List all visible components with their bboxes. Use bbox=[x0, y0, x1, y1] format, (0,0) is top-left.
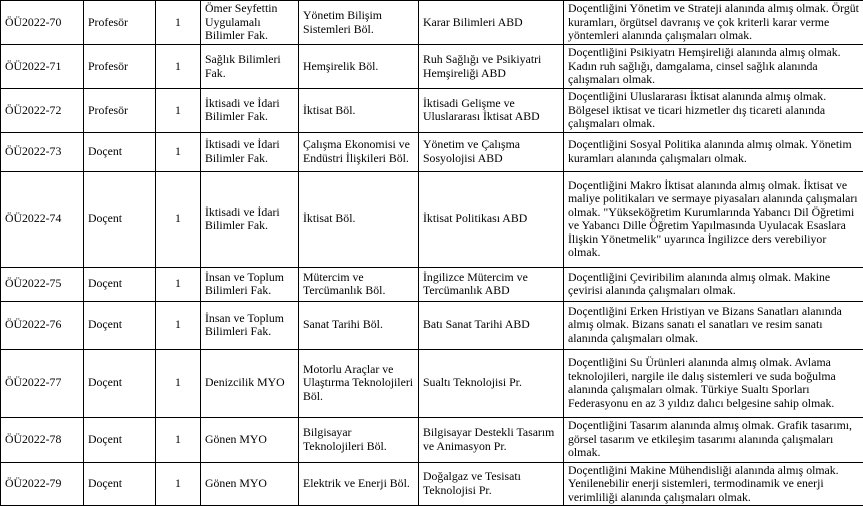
cell-program: Yönetim ve Çalışma Sosyolojisi ABD bbox=[419, 132, 564, 171]
cell-department: Motorlu Araçlar ve Ulaştırma Teknolojileri Böl. bbox=[299, 349, 419, 417]
cell-position-code: ÖÜ2022-75 bbox=[1, 267, 84, 301]
cell-academic-title: Profesör bbox=[84, 89, 156, 133]
cell-department: Yönetim Bilişim Sistemleri Böl. bbox=[299, 1, 419, 45]
cell-position-code: ÖÜ2022-72 bbox=[1, 89, 84, 133]
cell-requirements: Doçentliğini Çeviribilim alanında almış olmak. Makine çevirisi alanında çalışmaları olmak. bbox=[564, 267, 863, 301]
cell-position-code: ÖÜ2022-77 bbox=[1, 349, 84, 417]
cell-program: Bilgisayar Destekli Tasarım ve Animasyon Pr. bbox=[419, 417, 564, 462]
cell-faculty: İktisadi ve İdari Bilimler Fak. bbox=[201, 132, 299, 171]
table-row bbox=[1, 462, 863, 506]
cell-program: İktisadi Gelişme ve Uluslararası İktisat ABD bbox=[419, 89, 564, 133]
cell-position-code: ÖÜ2022-74 bbox=[1, 171, 84, 267]
cell-position-count: 1 bbox=[156, 267, 201, 301]
cell-faculty: İnsan ve Toplum Bilimleri Fak. bbox=[201, 301, 299, 349]
cell-position-count: 1 bbox=[156, 171, 201, 267]
cell-position-code: ÖÜ2022-76 bbox=[1, 301, 84, 349]
cell-requirements: Doçentliğini Psikiyatrı Hemşireliği alanında almış olmak. Kadın ruh sağlığı, damgalama, cinsel sağlık alanında çalışmaları olmak. bbox=[564, 45, 863, 89]
table-row bbox=[1, 45, 863, 89]
cell-requirements: Doçentliğini Uluslararası İktisat alanında almış olmak. Bölgesel iktisat ve ticari hizmetler dış ticareti alanında çalışmaları olmak. bbox=[564, 89, 863, 133]
cell-program: Ruh Sağlığı ve Psikiyatri Hemşireliği ABD bbox=[419, 45, 564, 89]
cell-faculty: Gönen MYO bbox=[201, 462, 299, 506]
cell-position-code: ÖÜ2022-70 bbox=[1, 1, 84, 45]
cell-program: Batı Sanat Tarihi ABD bbox=[419, 301, 564, 349]
cell-department: Sanat Tarihi Böl. bbox=[299, 301, 419, 349]
cell-position-code: ÖÜ2022-78 bbox=[1, 417, 84, 462]
cell-requirements: Doçentliğini Erken Hristiyan ve Bizans Sanatları alanında almış olmak. Bizans sanatı el sanatları ve resim sanatı alanında çalışmaları olmak. bbox=[564, 301, 863, 349]
cell-academic-title: Doçent bbox=[84, 349, 156, 417]
cell-academic-title: Doçent bbox=[84, 267, 156, 301]
cell-faculty: Denizcilik MYO bbox=[201, 349, 299, 417]
cell-department: İktisat Böl. bbox=[299, 171, 419, 267]
cell-department: İktisat Böl. bbox=[299, 89, 419, 133]
cell-academic-title: Doçent bbox=[84, 462, 156, 506]
cell-program: Karar Bilimleri ABD bbox=[419, 1, 564, 45]
cell-academic-title: Profesör bbox=[84, 1, 156, 45]
table-row bbox=[1, 349, 863, 417]
cell-requirements: Doçentliğini Makro İktisat alanında almış olmak. İktisat ve maliye politikaları ve sermaye piyasaları alanında çalışmaları olmak. "Yükseköğretim Kurumlarında Yabancı Dil Öğretimi ve Yabancı Dille Öğretim Yapılmasında Uyulacak Esaslara İlişkin Yönetmelik" uyarınca İngilizce ders verebiliyor olmak. bbox=[564, 171, 863, 267]
cell-program: İktisat Politikası ABD bbox=[419, 171, 564, 267]
cell-department: Hemşirelik Böl. bbox=[299, 45, 419, 89]
table-row bbox=[1, 417, 863, 462]
cell-requirements: Doçentliğini Makine Mühendisliği alanında almış olmak. Yenilenebilir enerji sistemleri, termodinamik ve enerji verimliliği alanında çalışmaları olmak. bbox=[564, 462, 863, 506]
cell-faculty: Sağlık Bilimleri Fak. bbox=[201, 45, 299, 89]
cell-department: Çalışma Ekonomisi ve Endüstri İlişkileri Böl. bbox=[299, 132, 419, 171]
cell-position-code: ÖÜ2022-73 bbox=[1, 132, 84, 171]
cell-faculty: İktisadi ve İdari Bilimler Fak. bbox=[201, 171, 299, 267]
cell-program: Sualtı Teknolojisi Pr. bbox=[419, 349, 564, 417]
cell-position-count: 1 bbox=[156, 349, 201, 417]
cell-faculty: Gönen MYO bbox=[201, 417, 299, 462]
cell-position-count: 1 bbox=[156, 1, 201, 45]
table-row bbox=[1, 171, 863, 267]
cell-position-count: 1 bbox=[156, 45, 201, 89]
table-row bbox=[1, 132, 863, 171]
cell-position-count: 1 bbox=[156, 462, 201, 506]
cell-academic-title: Doçent bbox=[84, 301, 156, 349]
cell-program: İngilizce Mütercim ve Tercümanlık ABD bbox=[419, 267, 564, 301]
cell-position-count: 1 bbox=[156, 89, 201, 133]
cell-program: Doğalgaz ve Tesisatı Teknolojisi Pr. bbox=[419, 462, 564, 506]
cell-position-code: ÖÜ2022-79 bbox=[1, 462, 84, 506]
cell-position-count: 1 bbox=[156, 417, 201, 462]
table-row bbox=[1, 301, 863, 349]
cell-position-code: ÖÜ2022-71 bbox=[1, 45, 84, 89]
table-row bbox=[1, 89, 863, 133]
cell-department: Bilgisayar Teknolojileri Böl. bbox=[299, 417, 419, 462]
table-row bbox=[1, 1, 863, 45]
cell-academic-title: Doçent bbox=[84, 171, 156, 267]
cell-requirements: Doçentliğini Sosyal Politika alanında almış olmak. Yönetim kuramları alanında çalışmaları olmak. bbox=[564, 132, 863, 171]
cell-position-count: 1 bbox=[156, 132, 201, 171]
table-row bbox=[1, 267, 863, 301]
cell-requirements: Doçentliğini Tasarım alanında almış olmak. Grafik tasarımı, görsel tasarım ve etkileşim tasarımı alanında çalışmaları olmak. bbox=[564, 417, 863, 462]
cell-academic-title: Profesör bbox=[84, 45, 156, 89]
cell-department: Mütercim ve Tercümanlık Böl. bbox=[299, 267, 419, 301]
cell-position-count: 1 bbox=[156, 301, 201, 349]
cell-faculty: İktisadi ve İdari Bilimler Fak. bbox=[201, 89, 299, 133]
cell-requirements: Doçentliğini Su Ürünleri alanında almış olmak. Avlama teknolojileri, nargile ile dalış sistemleri ve suda boğulma alanında çalışmaları olmak. Türkiye Sualtı Sporları Federasyonu en az 3 yıldız dalıcı belgesine sahip olmak. bbox=[564, 349, 863, 417]
cell-faculty: Ömer Seyfettin Uygulamalı Bilimler Fak. bbox=[201, 1, 299, 45]
cell-faculty: İnsan ve Toplum Bilimleri Fak. bbox=[201, 267, 299, 301]
cell-department: Elektrik ve Enerji Böl. bbox=[299, 462, 419, 506]
cell-academic-title: Doçent bbox=[84, 132, 156, 171]
cell-requirements: Doçentliğini Yönetim ve Strateji alanında almış olmak. Örgüt kuramları, örgütsel davranış ve çok kriterli karar verme yöntemleri alanında çalışmaları olmak. bbox=[564, 1, 863, 45]
cell-academic-title: Doçent bbox=[84, 417, 156, 462]
